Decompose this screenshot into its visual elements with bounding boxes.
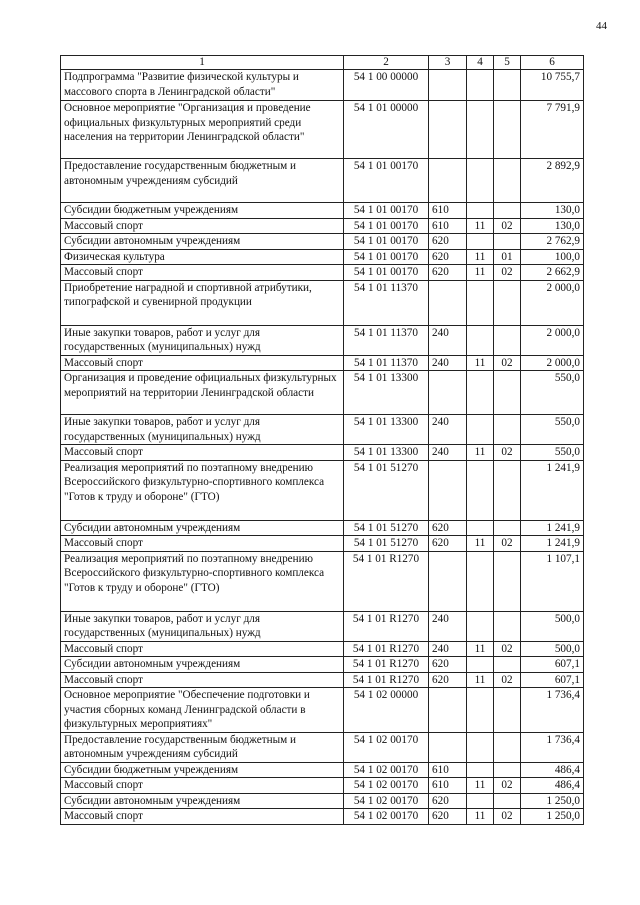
row-section-cell — [467, 70, 494, 101]
table-row — [61, 355, 584, 371]
row-section-cell — [467, 520, 494, 536]
row-name-cell: Основное мероприятие "Обеспечение подготовки и участия сборных команд Ленинградской области в физкультурных мероприятиях" — [61, 688, 344, 733]
row-amount-cell: 100,0 — [521, 249, 584, 265]
table-row — [61, 641, 584, 657]
row-expense-type-cell — [429, 280, 467, 325]
row-amount-cell: 1 241,9 — [521, 536, 584, 552]
row-subsection-cell — [494, 70, 521, 101]
row-expense-type-cell — [429, 551, 467, 611]
row-section-cell — [467, 280, 494, 325]
table-row — [61, 732, 584, 762]
row-amount-cell: 1 107,1 — [521, 551, 584, 611]
row-code-cell: 54 1 02 00170 — [344, 762, 429, 778]
table-row — [61, 551, 584, 611]
row-section-cell: 11 — [467, 809, 494, 825]
row-code-cell: 54 1 01 00170 — [344, 159, 429, 203]
row-subsection-cell — [494, 280, 521, 325]
row-subsection-cell — [494, 732, 521, 762]
row-subsection-cell — [494, 415, 521, 445]
row-section-cell — [467, 159, 494, 203]
row-code-cell: 54 1 01 00170 — [344, 249, 429, 265]
row-section-cell — [467, 551, 494, 611]
table-row — [61, 778, 584, 794]
row-expense-type-cell — [429, 688, 467, 733]
table-row — [61, 657, 584, 673]
row-code-cell: 54 1 02 00170 — [344, 793, 429, 809]
row-code-cell: 54 1 01 00170 — [344, 218, 429, 234]
row-expense-type-cell: 620 — [429, 536, 467, 552]
row-code-cell: 54 1 01 R1270 — [344, 551, 429, 611]
row-name-cell: Субсидии бюджетным учреждениям — [61, 762, 344, 778]
row-expense-type-cell: 610 — [429, 778, 467, 794]
row-section-cell — [467, 793, 494, 809]
row-code-cell: 54 1 01 00000 — [344, 101, 429, 159]
table-row — [61, 445, 584, 461]
table-row — [61, 672, 584, 688]
row-subsection-cell: 02 — [494, 536, 521, 552]
row-subsection-cell — [494, 371, 521, 415]
row-amount-cell: 2 000,0 — [521, 325, 584, 355]
row-code-cell: 54 1 01 R1270 — [344, 641, 429, 657]
row-name-cell: Массовый спорт — [61, 536, 344, 552]
row-expense-type-cell: 620 — [429, 793, 467, 809]
row-expense-type-cell: 610 — [429, 218, 467, 234]
row-amount-cell: 486,4 — [521, 778, 584, 794]
row-section-cell: 11 — [467, 265, 494, 281]
row-subsection-cell — [494, 234, 521, 250]
table-row — [61, 249, 584, 265]
row-expense-type-cell — [429, 159, 467, 203]
row-code-cell: 54 1 01 R1270 — [344, 657, 429, 673]
row-name-cell: Субсидии автономным учреждениям — [61, 234, 344, 250]
row-name-cell: Реализация мероприятий по поэтапному внедрению Всероссийского физкультурно-спортивного комплекса "Готов к труду и обороне" (ГТО) — [61, 551, 344, 611]
table-row — [61, 688, 584, 733]
row-section-cell: 11 — [467, 355, 494, 371]
table-header-row — [61, 56, 584, 70]
row-name-cell: Массовый спорт — [61, 265, 344, 281]
row-name-cell: Предоставление государственным бюджетным и автономным учреждениям субсидий — [61, 159, 344, 203]
row-amount-cell: 2 762,9 — [521, 234, 584, 250]
row-code-cell: 54 1 01 11370 — [344, 280, 429, 325]
table-row — [61, 325, 584, 355]
row-code-cell: 54 1 01 11370 — [344, 355, 429, 371]
row-expense-type-cell — [429, 101, 467, 159]
row-code-cell: 54 1 01 13300 — [344, 371, 429, 415]
row-section-cell — [467, 460, 494, 520]
row-name-cell: Массовый спорт — [61, 672, 344, 688]
row-section-cell: 11 — [467, 778, 494, 794]
table-row — [61, 203, 584, 219]
row-expense-type-cell: 610 — [429, 203, 467, 219]
row-name-cell: Приобретение наградной и спортивной атрибутики, типографской и сувенирной продукции — [61, 280, 344, 325]
row-name-cell: Иные закупки товаров, работ и услуг для государственных (муниципальных) нужд — [61, 611, 344, 641]
row-expense-type-cell: 620 — [429, 657, 467, 673]
row-expense-type-cell — [429, 460, 467, 520]
row-code-cell: 54 1 01 51270 — [344, 460, 429, 520]
column-header: 6 — [521, 56, 584, 70]
row-name-cell: Иные закупки товаров, работ и услуг для государственных (муниципальных) нужд — [61, 415, 344, 445]
row-code-cell: 54 1 01 00170 — [344, 203, 429, 219]
row-expense-type-cell: 240 — [429, 445, 467, 461]
row-section-cell — [467, 371, 494, 415]
row-amount-cell: 2 662,9 — [521, 265, 584, 281]
row-name-cell: Реализация мероприятий по поэтапному внедрению Всероссийского физкультурно-спортивного комплекса "Готов к труду и обороне" (ГТО) — [61, 460, 344, 520]
row-name-cell: Субсидии бюджетным учреждениям — [61, 203, 344, 219]
row-section-cell — [467, 732, 494, 762]
row-expense-type-cell: 620 — [429, 520, 467, 536]
budget-table — [60, 55, 584, 825]
row-section-cell: 11 — [467, 641, 494, 657]
row-code-cell: 54 1 02 00170 — [344, 732, 429, 762]
row-amount-cell: 1 250,0 — [521, 793, 584, 809]
row-amount-cell: 550,0 — [521, 371, 584, 415]
row-amount-cell: 500,0 — [521, 611, 584, 641]
row-code-cell: 54 1 02 00000 — [344, 688, 429, 733]
row-section-cell — [467, 657, 494, 673]
table-row — [61, 793, 584, 809]
row-amount-cell: 1 736,4 — [521, 732, 584, 762]
table-row — [61, 101, 584, 159]
column-header: 4 — [467, 56, 494, 70]
row-expense-type-cell: 620 — [429, 249, 467, 265]
row-subsection-cell — [494, 460, 521, 520]
row-expense-type-cell: 240 — [429, 641, 467, 657]
row-amount-cell: 550,0 — [521, 445, 584, 461]
row-subsection-cell — [494, 203, 521, 219]
row-name-cell: Массовый спорт — [61, 778, 344, 794]
table-row — [61, 762, 584, 778]
row-subsection-cell — [494, 325, 521, 355]
row-section-cell: 11 — [467, 249, 494, 265]
row-expense-type-cell: 620 — [429, 265, 467, 281]
row-expense-type-cell: 240 — [429, 325, 467, 355]
row-subsection-cell: 02 — [494, 809, 521, 825]
page-number: 44 — [596, 20, 607, 32]
row-subsection-cell: 02 — [494, 778, 521, 794]
row-subsection-cell — [494, 657, 521, 673]
row-name-cell: Субсидии автономным учреждениям — [61, 520, 344, 536]
row-name-cell: Иные закупки товаров, работ и услуг для государственных (муниципальных) нужд — [61, 325, 344, 355]
row-subsection-cell: 02 — [494, 218, 521, 234]
column-header: 3 — [429, 56, 467, 70]
row-expense-type-cell: 620 — [429, 234, 467, 250]
row-name-cell: Физическая культура — [61, 249, 344, 265]
row-section-cell — [467, 611, 494, 641]
row-subsection-cell: 01 — [494, 249, 521, 265]
row-code-cell: 54 1 00 00000 — [344, 70, 429, 101]
row-section-cell — [467, 325, 494, 355]
row-subsection-cell: 02 — [494, 672, 521, 688]
column-header: 2 — [344, 56, 429, 70]
row-subsection-cell: 02 — [494, 355, 521, 371]
row-name-cell: Предоставление государственным бюджетным и автономным учреждениям субсидий — [61, 732, 344, 762]
row-subsection-cell — [494, 611, 521, 641]
row-amount-cell: 1 241,9 — [521, 520, 584, 536]
table-row — [61, 234, 584, 250]
row-subsection-cell — [494, 551, 521, 611]
row-expense-type-cell — [429, 371, 467, 415]
row-amount-cell: 10 755,7 — [521, 70, 584, 101]
row-section-cell: 11 — [467, 445, 494, 461]
column-header: 5 — [494, 56, 521, 70]
table-row — [61, 70, 584, 101]
row-subsection-cell: 02 — [494, 265, 521, 281]
row-subsection-cell — [494, 159, 521, 203]
row-name-cell: Субсидии автономным учреждениям — [61, 793, 344, 809]
row-section-cell: 11 — [467, 672, 494, 688]
row-section-cell — [467, 688, 494, 733]
row-code-cell: 54 1 01 51270 — [344, 520, 429, 536]
row-expense-type-cell — [429, 70, 467, 101]
row-code-cell: 54 1 01 13300 — [344, 445, 429, 461]
row-amount-cell: 1 736,4 — [521, 688, 584, 733]
row-name-cell: Организация и проведение официальных физкультурных мероприятий на территории Ленинградской области — [61, 371, 344, 415]
row-code-cell: 54 1 01 00170 — [344, 234, 429, 250]
row-code-cell: 54 1 01 R1270 — [344, 611, 429, 641]
row-amount-cell: 1 241,9 — [521, 460, 584, 520]
row-expense-type-cell: 240 — [429, 611, 467, 641]
table-row — [61, 536, 584, 552]
row-expense-type-cell: 240 — [429, 415, 467, 445]
row-amount-cell: 500,0 — [521, 641, 584, 657]
row-subsection-cell — [494, 101, 521, 159]
row-amount-cell: 550,0 — [521, 415, 584, 445]
row-code-cell: 54 1 01 00170 — [344, 265, 429, 281]
row-section-cell: 11 — [467, 536, 494, 552]
row-section-cell — [467, 203, 494, 219]
row-amount-cell: 130,0 — [521, 203, 584, 219]
row-subsection-cell: 02 — [494, 445, 521, 461]
row-name-cell: Основное мероприятие "Организация и проведение официальных физкультурных мероприятий среди населения на территории Ленинградской области" — [61, 101, 344, 159]
table-row — [61, 611, 584, 641]
row-amount-cell: 1 250,0 — [521, 809, 584, 825]
row-amount-cell: 607,1 — [521, 672, 584, 688]
row-amount-cell: 130,0 — [521, 218, 584, 234]
row-code-cell: 54 1 01 51270 — [344, 536, 429, 552]
row-section-cell — [467, 415, 494, 445]
row-code-cell: 54 1 01 R1270 — [344, 672, 429, 688]
row-code-cell: 54 1 02 00170 — [344, 778, 429, 794]
row-subsection-cell: 02 — [494, 641, 521, 657]
row-subsection-cell — [494, 793, 521, 809]
row-amount-cell: 7 791,9 — [521, 101, 584, 159]
row-amount-cell: 486,4 — [521, 762, 584, 778]
row-name-cell: Массовый спорт — [61, 641, 344, 657]
row-name-cell: Массовый спорт — [61, 809, 344, 825]
row-section-cell — [467, 762, 494, 778]
column-header: 1 — [61, 56, 344, 70]
table-row — [61, 415, 584, 445]
row-expense-type-cell — [429, 732, 467, 762]
row-code-cell: 54 1 01 11370 — [344, 325, 429, 355]
row-name-cell: Массовый спорт — [61, 445, 344, 461]
table-row — [61, 371, 584, 415]
row-amount-cell: 2 000,0 — [521, 355, 584, 371]
row-amount-cell: 2 000,0 — [521, 280, 584, 325]
row-expense-type-cell: 620 — [429, 809, 467, 825]
table-row — [61, 460, 584, 520]
row-subsection-cell — [494, 762, 521, 778]
row-section-cell: 11 — [467, 218, 494, 234]
row-expense-type-cell: 240 — [429, 355, 467, 371]
row-expense-type-cell: 610 — [429, 762, 467, 778]
row-name-cell: Субсидии автономным учреждениям — [61, 657, 344, 673]
row-name-cell: Подпрограмма "Развитие физической культуры и массового спорта в Ленинградской области" — [61, 70, 344, 101]
row-subsection-cell — [494, 520, 521, 536]
row-expense-type-cell: 620 — [429, 672, 467, 688]
row-section-cell — [467, 234, 494, 250]
row-section-cell — [467, 101, 494, 159]
row-amount-cell: 607,1 — [521, 657, 584, 673]
table-row — [61, 280, 584, 325]
row-code-cell: 54 1 02 00170 — [344, 809, 429, 825]
table-row — [61, 809, 584, 825]
row-code-cell: 54 1 01 13300 — [344, 415, 429, 445]
table-row — [61, 159, 584, 203]
row-name-cell: Массовый спорт — [61, 218, 344, 234]
table-row — [61, 520, 584, 536]
row-name-cell: Массовый спорт — [61, 355, 344, 371]
table-row — [61, 218, 584, 234]
row-subsection-cell — [494, 688, 521, 733]
row-amount-cell: 2 892,9 — [521, 159, 584, 203]
table-row — [61, 265, 584, 281]
